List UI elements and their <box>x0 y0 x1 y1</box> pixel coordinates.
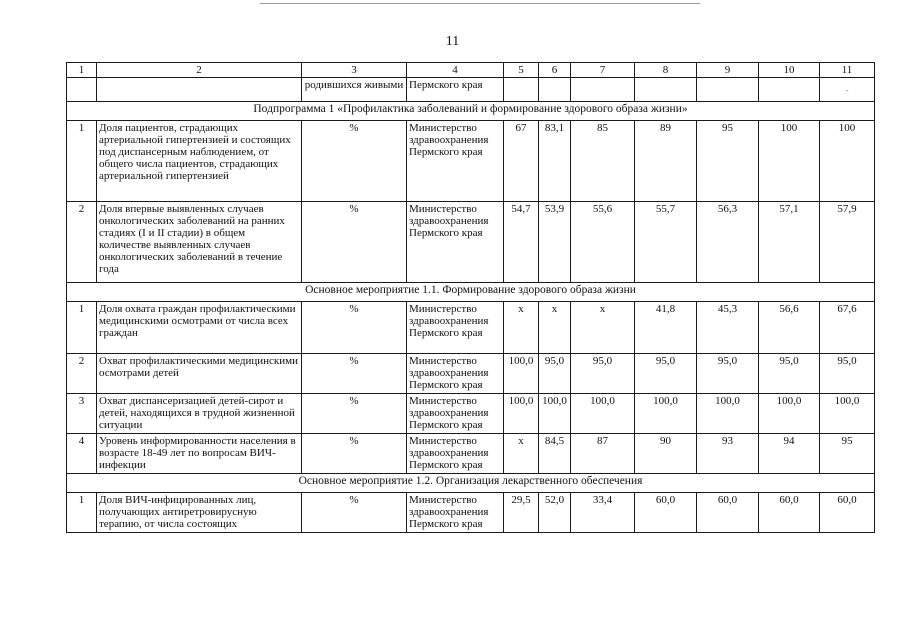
indicator-row <box>67 354 875 394</box>
value-cell: 55,7 <box>635 202 697 283</box>
indicator-name: Охват профилактическими медицинскими осмотрами детей <box>97 354 302 394</box>
indicator-name: Доля охвата граждан профилактическими медицинскими осмотрами от числа всех граждан <box>97 302 302 354</box>
value-cell: 60,0 <box>697 493 759 533</box>
value-cell: 100,0 <box>635 394 697 434</box>
value-cell: 83,1 <box>539 121 571 202</box>
value-cell: 100,0 <box>571 394 635 434</box>
column-number-row <box>67 63 875 78</box>
unit-cell: % <box>302 121 407 202</box>
page-number: 11 <box>445 34 460 49</box>
value-cell: 95 <box>697 121 759 202</box>
col-number: 2 <box>97 63 302 78</box>
indicator-row <box>67 394 875 434</box>
value-cell: 67 <box>504 121 539 202</box>
unit-cell: % <box>302 354 407 394</box>
unit-cell: % <box>302 493 407 533</box>
value-cell: 56,3 <box>697 202 759 283</box>
empty-cell <box>539 78 571 102</box>
value-cell: 56,6 <box>759 302 820 354</box>
unit-cell: % <box>302 202 407 283</box>
indicator-name: Охват диспансеризацией детей-сирот и детей, находящихся в трудной жизненной ситуации <box>97 394 302 434</box>
section-header-row <box>67 102 875 121</box>
row-number: 1 <box>67 121 97 202</box>
value-cell: х <box>571 302 635 354</box>
value-cell: 93 <box>697 434 759 474</box>
value-cell: х <box>539 302 571 354</box>
unit-cell: родившихся живыми <box>302 78 407 102</box>
row-number: 2 <box>67 202 97 283</box>
mark-cell: - <box>820 78 875 102</box>
unit-cell: % <box>302 302 407 354</box>
value-cell: х <box>504 302 539 354</box>
empty-cell <box>697 78 759 102</box>
value-cell: 60,0 <box>759 493 820 533</box>
value-cell: 100,0 <box>697 394 759 434</box>
col-number: 7 <box>571 63 635 78</box>
value-cell: 89 <box>635 121 697 202</box>
empty-cell <box>504 78 539 102</box>
value-cell: 95,0 <box>539 354 571 394</box>
col-number: 4 <box>407 63 504 78</box>
value-cell: 95 <box>820 434 875 474</box>
row-number: 2 <box>67 354 97 394</box>
executor-cell: Министерство здравоохранения Пермского края <box>407 302 504 354</box>
value-cell: 55,6 <box>571 202 635 283</box>
value-cell: 57,1 <box>759 202 820 283</box>
col-number: 6 <box>539 63 571 78</box>
indicator-row <box>67 493 875 533</box>
section-header-row <box>67 283 875 302</box>
value-cell: 100,0 <box>759 394 820 434</box>
col-number: 10 <box>759 63 820 78</box>
value-cell: 57,9 <box>820 202 875 283</box>
col-number: 8 <box>635 63 697 78</box>
value-cell: 53,9 <box>539 202 571 283</box>
value-cell: 84,5 <box>539 434 571 474</box>
value-cell: 95,0 <box>820 354 875 394</box>
row-number: 3 <box>67 394 97 434</box>
indicator-name: Доля ВИЧ-инфицированных лиц, получающих антиретровирусную терапию, от числа состоящих <box>97 493 302 533</box>
indicator-name: Доля впервые выявленных случаев онкологических заболеваний на ранних стадиях (I и II стадии) в общем количестве выявленных случаев онкологических заболеваний в течение года <box>97 202 302 283</box>
value-cell: 60,0 <box>635 493 697 533</box>
value-cell: 90 <box>635 434 697 474</box>
value-cell: 54,7 <box>504 202 539 283</box>
empty-cell <box>67 78 97 102</box>
row-number: 4 <box>67 434 97 474</box>
value-cell: 85 <box>571 121 635 202</box>
empty-cell <box>97 78 302 102</box>
col-number: 11 <box>820 63 875 78</box>
indicator-row <box>67 302 875 354</box>
col-number: 1 <box>67 63 97 78</box>
value-cell: 60,0 <box>820 493 875 533</box>
indicator-row <box>67 121 875 202</box>
value-cell: 100 <box>759 121 820 202</box>
indicator-row <box>67 202 875 283</box>
unit-cell: % <box>302 394 407 434</box>
value-cell: 41,8 <box>635 302 697 354</box>
value-cell: 100,0 <box>539 394 571 434</box>
value-cell: 29,5 <box>504 493 539 533</box>
value-cell: 100,0 <box>820 394 875 434</box>
value-cell: 100 <box>820 121 875 202</box>
continuation-row <box>67 78 875 102</box>
indicator-name: Доля пациентов, страдающих артериальной гипертензией и состоящих под диспансерным наблюдением, от общего числа пациентов, страдающих артериальной гипертензией <box>97 121 302 202</box>
executor-cell: Министерство здравоохранения Пермского края <box>407 202 504 283</box>
row-number: 1 <box>67 493 97 533</box>
value-cell: 45,3 <box>697 302 759 354</box>
section-title: Основное мероприятие 1.1. Формирование здорового образа жизни <box>67 283 875 302</box>
executor-cell: Министерство здравоохранения Пермского края <box>407 493 504 533</box>
value-cell: 67,6 <box>820 302 875 354</box>
indicators-table <box>66 62 875 533</box>
value-cell: 95,0 <box>635 354 697 394</box>
value-cell: 100,0 <box>504 354 539 394</box>
empty-cell <box>635 78 697 102</box>
section-title: Подпрограмма 1 «Профилактика заболеваний и формирование здорового образа жизни» <box>67 102 875 121</box>
empty-cell <box>571 78 635 102</box>
executor-cell: Пермского края <box>407 78 504 102</box>
indicator-name: Уровень информированности населения в возрасте 18-49 лет по вопросам ВИЧ-инфекции <box>97 434 302 474</box>
value-cell: 100,0 <box>504 394 539 434</box>
value-cell: 95,0 <box>571 354 635 394</box>
value-cell: 95,0 <box>697 354 759 394</box>
row-number: 1 <box>67 302 97 354</box>
top-border-line <box>260 3 700 4</box>
value-cell: 52,0 <box>539 493 571 533</box>
executor-cell: Министерство здравоохранения Пермского края <box>407 354 504 394</box>
section-header-row <box>67 474 875 493</box>
col-number: 9 <box>697 63 759 78</box>
indicator-row <box>67 434 875 474</box>
col-number: 3 <box>302 63 407 78</box>
executor-cell: Министерство здравоохранения Пермского края <box>407 121 504 202</box>
section-title: Основное мероприятие 1.2. Организация лекарственного обеспечения <box>67 474 875 493</box>
value-cell: 87 <box>571 434 635 474</box>
executor-cell: Министерство здравоохранения Пермского края <box>407 394 504 434</box>
col-number: 5 <box>504 63 539 78</box>
empty-cell <box>759 78 820 102</box>
value-cell: 94 <box>759 434 820 474</box>
value-cell: 33,4 <box>571 493 635 533</box>
unit-cell: % <box>302 434 407 474</box>
value-cell: 95,0 <box>759 354 820 394</box>
value-cell: х <box>504 434 539 474</box>
executor-cell: Министерство здравоохранения Пермского края <box>407 434 504 474</box>
